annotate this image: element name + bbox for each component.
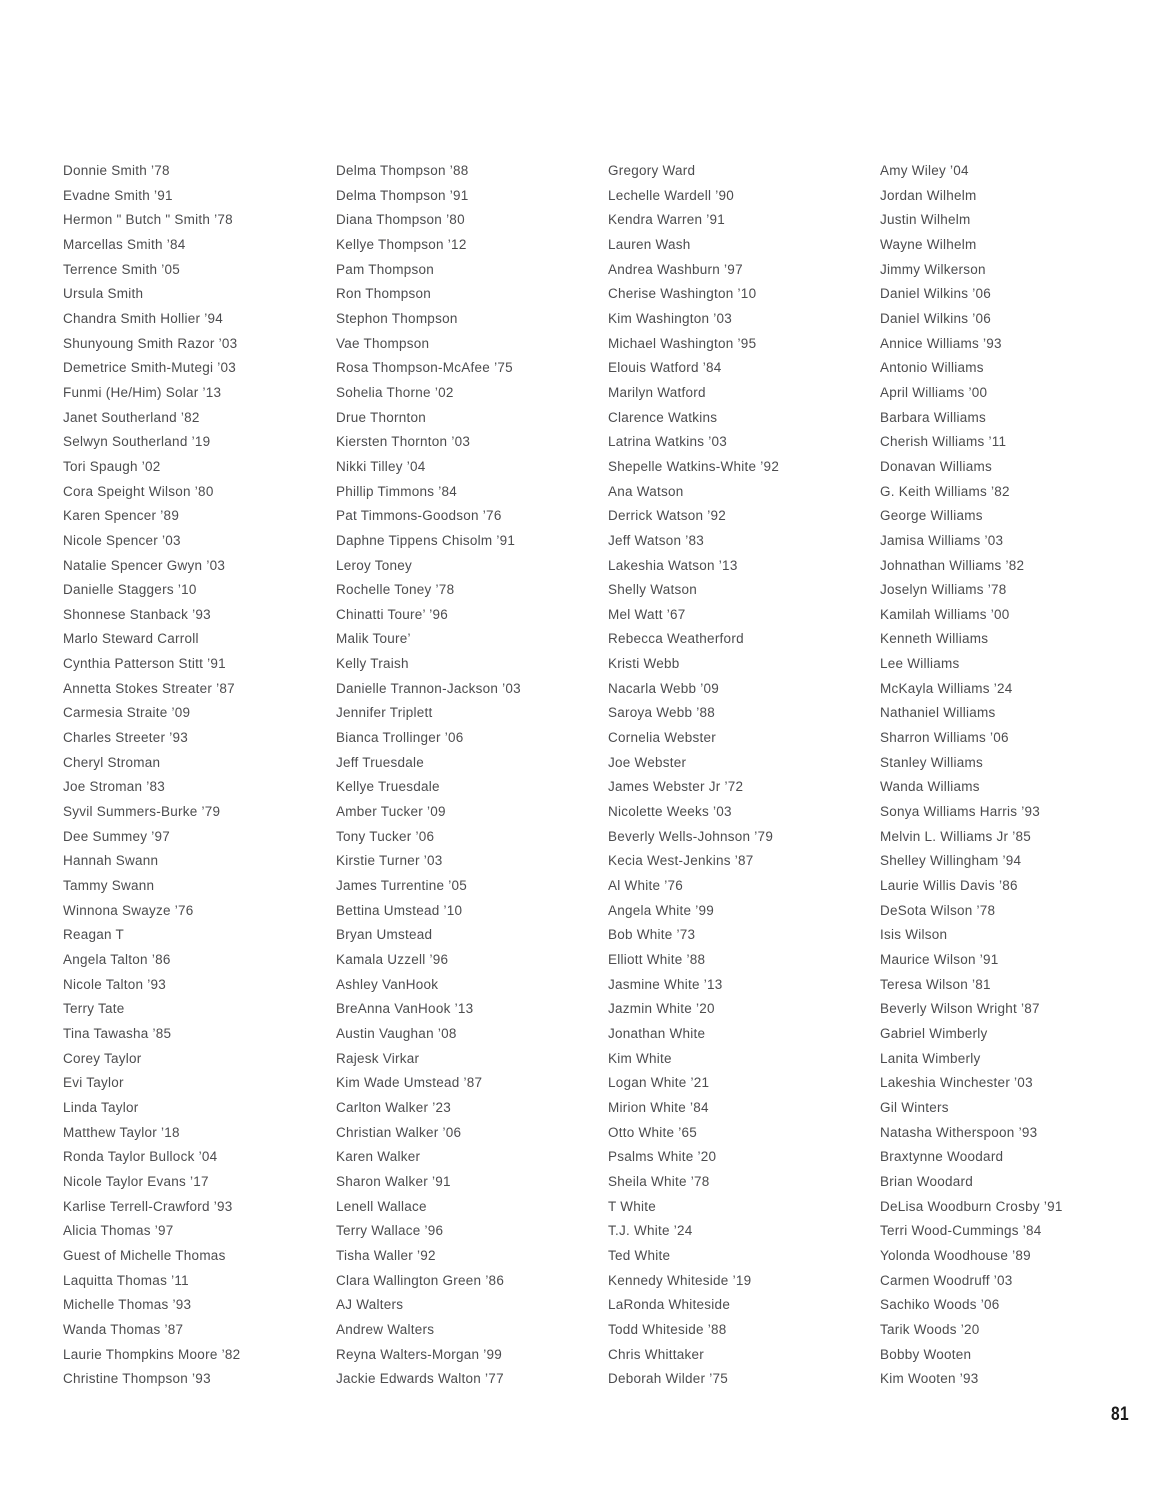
list-item: Lauren Wash: [608, 236, 691, 252]
list-item: Lee Williams: [880, 656, 960, 672]
list-item: Kim White: [608, 1050, 672, 1066]
list-item: Bobby Wooten: [880, 1346, 972, 1362]
list-item: Carmesia Straite ’09: [63, 705, 191, 721]
list-item: Rochelle Toney ’78: [336, 582, 455, 598]
list-item: Nicole Spencer ’03: [63, 532, 181, 548]
list-item: Sachiko Woods ’06: [880, 1297, 1000, 1313]
list-item: Jasmine White ’13: [608, 976, 723, 992]
list-item: Jazmin White ’20: [608, 1001, 715, 1017]
list-item: Pat Timmons-Goodson ’76: [336, 508, 502, 524]
list-item: Barbara Williams: [880, 409, 987, 425]
list-item: Kristi Webb: [608, 656, 680, 672]
list-item: Mel Watt ’67: [608, 606, 686, 622]
list-item: Bryan Umstead: [336, 927, 433, 943]
list-item: Matthew Taylor ’18: [63, 1124, 180, 1140]
list-item: Kecia West-Jenkins ’87: [608, 853, 754, 869]
list-item: Todd Whiteside ’88: [608, 1321, 727, 1337]
list-item: Natalie Spencer Gwyn ’03: [63, 557, 226, 573]
list-item: Sohelia Thorne ’02: [336, 384, 454, 400]
list-item: Jeff Truesdale: [336, 754, 425, 770]
list-item: Cora Speight Wilson ’80: [63, 483, 214, 499]
list-item: Sheila White ’78: [608, 1173, 710, 1189]
list-item: Jamisa Williams ’03: [880, 532, 1004, 548]
list-item: Shelly Watson: [608, 582, 698, 598]
list-item: Joselyn Williams ’78: [880, 582, 1007, 598]
list-item: Donavan Williams: [880, 458, 993, 474]
name-list-columns: [63, 159, 1152, 1392]
list-item: Danielle Staggers ’10: [63, 582, 197, 598]
list-item: Michael Washington ’95: [608, 335, 757, 351]
list-item: Amber Tucker ’09: [336, 804, 446, 820]
list-item: Nicole Talton ’93: [63, 976, 167, 992]
list-item: Cherise Washington ’10: [608, 286, 757, 302]
list-item: Mirion White ’84: [608, 1099, 709, 1115]
list-item: Stephon Thompson: [336, 310, 458, 326]
list-item: Kamala Uzzell ’96: [336, 952, 449, 967]
page-number: 81: [1110, 1404, 1129, 1425]
list-item: Natasha Witherspoon ’93: [880, 1124, 1038, 1140]
list-item: James Turrentine ’05: [336, 878, 468, 894]
list-item: DeLisa Woodburn Crosby ’91: [880, 1198, 1063, 1214]
list-item: Alicia Thomas ’97: [63, 1223, 174, 1239]
list-item: Delma Thompson ’88: [336, 163, 469, 178]
list-item: Andrew Walters: [336, 1321, 435, 1337]
list-item: Cheryl Stroman: [63, 754, 161, 770]
list-item: Joe Webster: [608, 754, 687, 770]
list-item: Evi Taylor: [63, 1075, 124, 1091]
list-item: Tony Tucker ’06: [336, 828, 435, 844]
list-item: Kelly Traish: [336, 656, 409, 672]
list-item: Angela Talton ’86: [63, 952, 171, 967]
list-item: Bianca Trollinger ’06: [336, 730, 464, 746]
name-column-3: [608, 159, 880, 1392]
list-item: Derrick Watson ’92: [608, 508, 727, 524]
list-item: Joe Stroman ’83: [63, 779, 166, 795]
list-item: Nicole Taylor Evans ’17: [63, 1173, 209, 1189]
list-item: Delma Thompson ’91: [336, 187, 469, 203]
list-item: Laurie Willis Davis ’86: [880, 878, 1018, 894]
list-item: Terri Wood-Cummings ’84: [880, 1223, 1042, 1239]
list-item: Yolonda Woodhouse ’89: [880, 1247, 1031, 1263]
list-item: Drue Thornton: [336, 409, 427, 425]
list-item: Lanita Wimberly: [880, 1050, 981, 1066]
list-item: Saroya Webb ’88: [608, 705, 716, 721]
list-item: Ronda Taylor Bullock ’04: [63, 1149, 218, 1165]
list-item: Gregory Ward: [608, 163, 696, 178]
list-item: Johnathan Williams ’82: [880, 557, 1025, 573]
list-item: Cherish Williams ’11: [880, 434, 1007, 450]
list-item: Marlo Steward Carroll: [63, 631, 199, 647]
list-item: AJ Walters: [336, 1297, 404, 1313]
list-item: Latrina Watkins ’03: [608, 434, 728, 450]
list-item: Leroy Toney: [336, 557, 413, 573]
list-item: Syvil Summers-Burke ’79: [63, 804, 221, 820]
list-item: Karen Spencer ’89: [63, 508, 180, 524]
list-item: Reagan T: [63, 927, 125, 943]
list-item: Tisha Waller ’92: [336, 1247, 436, 1263]
list-item: Nathaniel Williams: [880, 705, 996, 721]
list-item: Christian Walker ’06: [336, 1124, 462, 1140]
list-item: DeSota Wilson ’78: [880, 902, 996, 918]
list-item: Karen Walker: [336, 1149, 421, 1165]
list-item: Clarence Watkins: [608, 409, 718, 425]
name-column-1: [63, 159, 336, 1392]
list-item: James Webster Jr ’72: [608, 779, 744, 795]
list-item: Andrea Washburn ’97: [608, 261, 743, 277]
list-item: Tina Tawasha ’85: [63, 1025, 172, 1041]
list-item: Terry Wallace ’96: [336, 1223, 444, 1239]
list-item: Dee Summey ’97: [63, 828, 171, 844]
list-item: Beverly Wilson Wright ’87: [880, 1001, 1040, 1017]
list-item: Melvin L. Williams Jr ’85: [880, 828, 1032, 844]
list-item: Lakeshia Winchester ’03: [880, 1075, 1033, 1091]
name-column-2: [336, 159, 608, 1392]
list-item: Kim Wade Umstead ’87: [336, 1075, 483, 1091]
list-item: Pam Thompson: [336, 261, 435, 277]
list-item: Winnona Swayze ’76: [63, 902, 194, 918]
list-item: Jeff Watson ’83: [608, 532, 705, 548]
list-item: T.J. White ’24: [608, 1223, 693, 1239]
list-item: Corey Taylor: [63, 1050, 142, 1066]
list-item: Brian Woodard: [880, 1173, 974, 1189]
list-item: Janet Southerland ’82: [63, 409, 200, 425]
list-item: Annetta Stokes Streater ’87: [63, 680, 235, 696]
list-item: Bob White ’73: [608, 927, 696, 943]
list-item: Lenell Wallace: [336, 1198, 427, 1214]
list-item: Kennedy Whiteside ’19: [608, 1272, 752, 1288]
list-item: Beverly Wells-Johnson ’79: [608, 828, 774, 844]
list-item: Charles Streeter ’93: [63, 730, 189, 746]
list-item: Wanda Thomas ’87: [63, 1321, 184, 1337]
list-item: Maurice Wilson ’91: [880, 952, 999, 967]
list-item: Reyna Walters-Morgan ’99: [336, 1346, 503, 1362]
list-item: Carlton Walker ’23: [336, 1099, 452, 1115]
list-item: Chris Whittaker: [608, 1346, 705, 1362]
list-item: Deborah Wilder ’75: [608, 1371, 729, 1387]
list-item: T White: [608, 1198, 657, 1214]
list-item: Kendra Warren ’91: [608, 212, 726, 228]
list-item: Jennifer Triplett: [336, 705, 433, 721]
list-item: Sonya Williams Harris ’93: [880, 804, 1041, 820]
list-item: Terry Tate: [63, 1001, 125, 1017]
list-item: Psalms White ’20: [608, 1149, 717, 1165]
list-item: Shelley Willingham ’94: [880, 853, 1022, 869]
list-item: Stanley Williams: [880, 754, 984, 770]
list-item: Kim Washington ’03: [608, 310, 733, 326]
list-item: Chinatti Toure’ ’96: [336, 606, 449, 622]
list-item: Lakeshia Watson ’13: [608, 557, 738, 573]
list-item: Donnie Smith ’78: [63, 163, 170, 178]
list-item: Otto White ’65: [608, 1124, 698, 1140]
list-item: Antonio Williams: [880, 360, 984, 376]
list-item: Christine Thompson ’93: [63, 1371, 211, 1387]
list-item: Angela White ’99: [608, 902, 715, 918]
list-item: Nicolette Weeks ’03: [608, 804, 732, 820]
list-item: Amy Wiley ’04: [880, 163, 969, 178]
list-item: Karlise Terrell-Crawford ’93: [63, 1198, 233, 1214]
list-item: Shunyoung Smith Razor ’03: [63, 335, 238, 351]
list-item: Danielle Trannon-Jackson ’03: [336, 680, 521, 696]
list-item: Ana Watson: [608, 483, 684, 499]
list-item: Annice Williams ’93: [880, 335, 1002, 351]
list-item: Hermon " Butch " Smith ’78: [63, 212, 233, 228]
list-item: Ted White: [608, 1247, 671, 1263]
list-item: Jonathan White: [608, 1025, 706, 1041]
list-item: G. Keith Williams ’82: [880, 483, 1010, 499]
list-item: Rebecca Weatherford: [608, 631, 744, 647]
list-item: Jordan Wilhelm: [880, 187, 977, 203]
list-item: Diana Thompson ’80: [336, 212, 465, 228]
list-item: Marcellas Smith ’84: [63, 236, 186, 252]
list-item: Bettina Umstead ’10: [336, 902, 463, 918]
list-item: Gil Winters: [880, 1099, 949, 1115]
list-item: McKayla Williams ’24: [880, 680, 1013, 696]
list-item: Tammy Swann: [63, 878, 155, 894]
list-item: Phillip Timmons ’84: [336, 483, 458, 499]
list-item: Braxtynne Woodard: [880, 1149, 1004, 1165]
list-item: Ursula Smith: [63, 286, 144, 302]
list-item: Laurie Thompkins Moore ’82: [63, 1346, 241, 1362]
list-item: Carmen Woodruff ’03: [880, 1272, 1013, 1288]
list-item: LaRonda Whiteside: [608, 1297, 731, 1313]
list-item: Michelle Thomas ’93: [63, 1297, 192, 1313]
list-item: Tarik Woods ’20: [880, 1321, 980, 1337]
list-item: Teresa Wilson ’81: [880, 976, 991, 992]
list-item: Chandra Smith Hollier ’94: [63, 310, 224, 326]
name-column-4: [880, 159, 1152, 1392]
list-item: Austin Vaughan ’08: [336, 1025, 457, 1041]
list-item: Al White ’76: [608, 878, 684, 894]
list-item: Kiersten Thornton ’03: [336, 434, 471, 450]
list-item: Daniel Wilkins ’06: [880, 286, 992, 302]
list-item: Selwyn Southerland ’19: [63, 434, 211, 450]
list-item: Hannah Swann: [63, 853, 159, 869]
list-item: Malik Toure’: [336, 631, 411, 647]
list-item: Daniel Wilkins ’06: [880, 310, 992, 326]
list-item: Ashley VanHook: [336, 976, 439, 992]
list-item: Evadne Smith ’91: [63, 187, 173, 203]
list-item: Jimmy Wilkerson: [880, 261, 986, 277]
list-item: Cynthia Patterson Stitt ’91: [63, 656, 226, 672]
list-item: Sharon Walker ’91: [336, 1173, 451, 1189]
list-item: Marilyn Watford: [608, 384, 706, 400]
list-item: Logan White ’21: [608, 1075, 710, 1091]
list-item: Kenneth Williams: [880, 631, 989, 647]
list-item: Terrence Smith ’05: [63, 261, 181, 277]
list-item: Rosa Thompson-McAfee ’75: [336, 360, 513, 376]
list-item: Kim Wooten ’93: [880, 1371, 979, 1387]
list-item: Ron Thompson: [336, 286, 432, 302]
list-item: Elouis Watford ’84: [608, 360, 722, 376]
list-item: Lechelle Wardell ’90: [608, 187, 735, 203]
list-item: Kellye Truesdale: [336, 779, 440, 795]
list-item: Kamilah Williams ’00: [880, 606, 1010, 622]
list-item: BreAnna VanHook ’13: [336, 1001, 474, 1017]
list-item: Elliott White ’88: [608, 952, 706, 967]
list-item: Funmi (He/Him) Solar ’13: [63, 384, 222, 400]
list-item: Guest of Michelle Thomas: [63, 1247, 226, 1263]
list-item: Wanda Williams: [880, 779, 980, 795]
list-item: Laquitta Thomas ’11: [63, 1272, 189, 1288]
list-item: Rajesk Virkar: [336, 1050, 420, 1066]
list-item: Tori Spaugh ’02: [63, 458, 161, 474]
list-item: Demetrice Smith-Mutegi ’03: [63, 360, 237, 376]
list-item: Vae Thompson: [336, 335, 430, 351]
list-item: April Williams ’00: [880, 384, 988, 400]
list-item: Jackie Edwards Walton ’77: [336, 1371, 504, 1387]
list-item: Kirstie Turner ’03: [336, 853, 443, 869]
list-item: Nacarla Webb ’09: [608, 680, 720, 696]
list-item: Linda Taylor: [63, 1099, 139, 1115]
list-item: Kellye Thompson ’12: [336, 236, 467, 252]
list-item: Justin Wilhelm: [880, 212, 971, 228]
list-item: Wayne Wilhelm: [880, 236, 977, 252]
list-item: Nikki Tilley ’04: [336, 458, 426, 474]
list-item: Shepelle Watkins-White ’92: [608, 458, 780, 474]
list-item: Daphne Tippens Chisolm ’91: [336, 532, 516, 548]
list-item: Clara Wallington Green ’86: [336, 1272, 505, 1288]
list-item: George Williams: [880, 508, 983, 524]
list-item: Shonnese Stanback ’93: [63, 606, 211, 622]
list-item: Cornelia Webster: [608, 730, 717, 746]
list-item: Gabriel Wimberly: [880, 1025, 988, 1041]
list-item: Sharron Williams ’06: [880, 730, 1009, 746]
list-item: Isis Wilson: [880, 927, 948, 943]
